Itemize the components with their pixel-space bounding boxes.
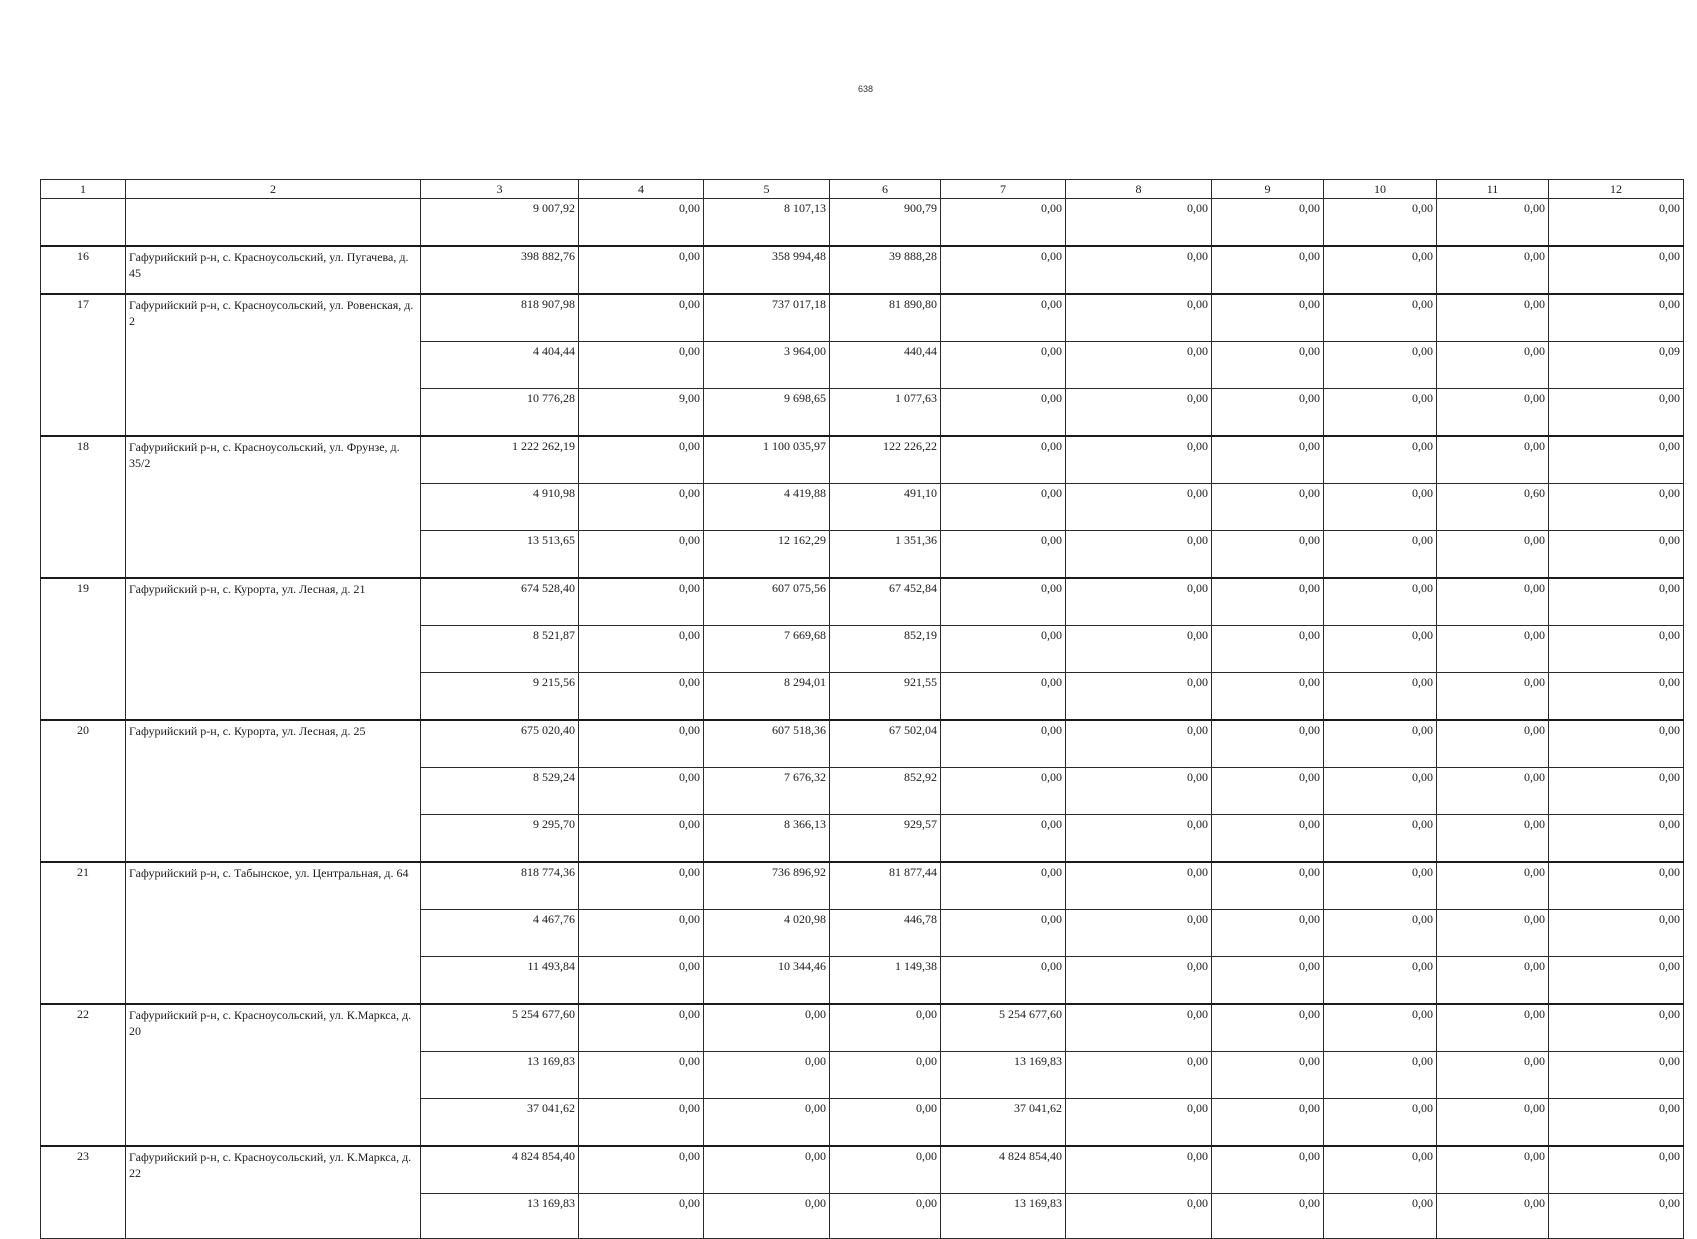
value-cell: 0,00 — [941, 199, 1066, 247]
value-cell: 0,00 — [579, 1052, 704, 1099]
value-cell: 0,00 — [1549, 1099, 1684, 1147]
value-cell: 67 502,04 — [830, 720, 941, 768]
value-cell: 0,00 — [579, 768, 704, 815]
value-cell: 0,00 — [579, 531, 704, 579]
value-cell: 1 149,38 — [830, 957, 941, 1005]
value-cell: 0,00 — [830, 1194, 941, 1239]
value-cell: 0,00 — [1212, 768, 1324, 815]
value-cell: 37 041,62 — [941, 1099, 1066, 1147]
value-cell: 0,00 — [1549, 720, 1684, 768]
value-cell: 0,00 — [941, 768, 1066, 815]
value-cell: 0,00 — [941, 246, 1066, 294]
value-cell: 607 518,36 — [704, 720, 830, 768]
address-cell: Гафурийский р-н, с. Красноусольский, ул. К.Маркса, д. 22 — [126, 1146, 421, 1239]
value-cell: 0,00 — [1437, 815, 1549, 863]
value-cell: 0,00 — [704, 1004, 830, 1052]
value-cell: 4 404,44 — [421, 342, 579, 389]
value-cell: 0,00 — [1212, 1146, 1324, 1194]
value-cell: 0,00 — [1066, 626, 1212, 673]
column-number-header: 1 — [41, 180, 126, 199]
value-cell: 0,00 — [1066, 246, 1212, 294]
table-row — [41, 1004, 1684, 1052]
page-number: 638 — [858, 84, 874, 94]
value-cell: 122 226,22 — [830, 436, 941, 484]
value-cell: 675 020,40 — [421, 720, 579, 768]
value-cell: 440,44 — [830, 342, 941, 389]
value-cell: 0,00 — [1324, 199, 1437, 247]
value-cell: 0,00 — [1324, 1004, 1437, 1052]
value-cell: 0,00 — [579, 294, 704, 342]
value-cell: 0,00 — [1549, 389, 1684, 437]
value-cell: 10 344,46 — [704, 957, 830, 1005]
value-cell: 0,00 — [1549, 531, 1684, 579]
column-number-header: 5 — [704, 180, 830, 199]
value-cell: 4 824 854,40 — [421, 1146, 579, 1194]
column-number-header: 11 — [1437, 180, 1549, 199]
value-cell: 0,00 — [1324, 578, 1437, 626]
value-cell: 81 877,44 — [830, 862, 941, 910]
value-cell: 1 100 035,97 — [704, 436, 830, 484]
value-cell: 0,00 — [1066, 768, 1212, 815]
value-cell: 0,00 — [941, 910, 1066, 957]
value-cell: 0,00 — [1437, 1146, 1549, 1194]
value-cell: 39 888,28 — [830, 246, 941, 294]
value-cell: 0,00 — [941, 673, 1066, 721]
value-cell: 0,00 — [941, 484, 1066, 531]
value-cell: 4 419,88 — [704, 484, 830, 531]
value-cell: 0,00 — [1437, 1004, 1549, 1052]
value-cell: 0,00 — [1324, 673, 1437, 721]
value-cell: 8 294,01 — [704, 673, 830, 721]
value-cell: 0,00 — [1437, 910, 1549, 957]
value-cell: 1 222 262,19 — [421, 436, 579, 484]
value-cell: 0,00 — [1212, 910, 1324, 957]
value-cell: 0,00 — [1324, 910, 1437, 957]
value-cell: 13 169,83 — [421, 1194, 579, 1239]
value-cell: 0,00 — [1212, 673, 1324, 721]
value-cell: 0,00 — [1549, 768, 1684, 815]
value-cell: 0,00 — [1437, 720, 1549, 768]
value-cell: 9 295,70 — [421, 815, 579, 863]
value-cell: 0,00 — [1324, 484, 1437, 531]
value-cell: 4 020,98 — [704, 910, 830, 957]
value-cell: 0,00 — [941, 720, 1066, 768]
value-cell: 0,00 — [579, 720, 704, 768]
value-cell: 7 676,32 — [704, 768, 830, 815]
value-cell: 0,00 — [1066, 862, 1212, 910]
value-cell: 0,00 — [1212, 1052, 1324, 1099]
column-number-header: 12 — [1549, 180, 1684, 199]
value-cell: 0,00 — [1437, 578, 1549, 626]
value-cell: 81 890,80 — [830, 294, 941, 342]
value-cell: 11 493,84 — [421, 957, 579, 1005]
value-cell: 1 077,63 — [830, 389, 941, 437]
value-cell: 0,00 — [1549, 436, 1684, 484]
value-cell: 0,00 — [579, 1004, 704, 1052]
row-number-cell: 22 — [41, 1004, 126, 1146]
value-cell: 929,57 — [830, 815, 941, 863]
value-cell: 8 521,87 — [421, 626, 579, 673]
row-number-cell: 23 — [41, 1146, 126, 1239]
value-cell: 9 215,56 — [421, 673, 579, 721]
column-number-row — [41, 180, 1684, 199]
value-cell: 0,00 — [1324, 957, 1437, 1005]
value-cell: 12 162,29 — [704, 531, 830, 579]
value-cell: 0,00 — [1549, 1004, 1684, 1052]
value-cell: 0,00 — [1212, 199, 1324, 247]
value-cell: 0,00 — [941, 815, 1066, 863]
address-cell: Гафурийский р-н, с. Красноусольский, ул. К.Маркса, д. 20 — [126, 1004, 421, 1146]
value-cell: 0,00 — [1549, 294, 1684, 342]
value-cell: 0,00 — [1212, 342, 1324, 389]
value-cell: 0,00 — [579, 246, 704, 294]
value-cell: 0,00 — [1549, 862, 1684, 910]
value-cell: 0,00 — [1437, 957, 1549, 1005]
value-cell: 818 907,98 — [421, 294, 579, 342]
value-cell: 13 169,83 — [421, 1052, 579, 1099]
value-cell: 0,00 — [1549, 957, 1684, 1005]
column-number-header: 8 — [1066, 180, 1212, 199]
value-cell: 852,92 — [830, 768, 941, 815]
column-number-header: 7 — [941, 180, 1066, 199]
value-cell: 900,79 — [830, 199, 941, 247]
value-cell: 0,00 — [1324, 342, 1437, 389]
value-cell: 0,00 — [941, 957, 1066, 1005]
value-cell: 0,00 — [941, 342, 1066, 389]
value-cell: 0,00 — [830, 1004, 941, 1052]
address-cell: Гафурийский р-н, с. Красноусольский, ул. Ровенская, д. 2 — [126, 294, 421, 436]
value-cell: 0,00 — [579, 199, 704, 247]
value-cell: 607 075,56 — [704, 578, 830, 626]
address-cell: Гафурийский р-н, с. Красноусольский, ул. Фрунзе, д. 35/2 — [126, 436, 421, 578]
value-cell: 0,00 — [1212, 720, 1324, 768]
value-cell: 0,00 — [704, 1146, 830, 1194]
value-cell: 0,00 — [579, 342, 704, 389]
value-cell: 0,00 — [1324, 246, 1437, 294]
value-cell: 0,00 — [1212, 436, 1324, 484]
value-cell: 0,00 — [579, 910, 704, 957]
value-cell: 0,00 — [1212, 531, 1324, 579]
value-cell: 0,00 — [1549, 1052, 1684, 1099]
value-cell: 5 254 677,60 — [941, 1004, 1066, 1052]
table-row — [41, 436, 1684, 484]
value-cell: 0,00 — [1324, 294, 1437, 342]
value-cell: 13 513,65 — [421, 531, 579, 579]
value-cell: 0,00 — [579, 578, 704, 626]
row-number-cell: 16 — [41, 246, 126, 294]
value-cell: 0,00 — [1212, 815, 1324, 863]
value-cell: 0,00 — [941, 626, 1066, 673]
value-cell: 1 351,36 — [830, 531, 941, 579]
value-cell: 4 910,98 — [421, 484, 579, 531]
value-cell: 0,00 — [1549, 246, 1684, 294]
value-cell: 0,00 — [1066, 815, 1212, 863]
value-cell: 0,00 — [830, 1146, 941, 1194]
value-cell: 0,00 — [1212, 957, 1324, 1005]
value-cell: 358 994,48 — [704, 246, 830, 294]
value-cell: 0,00 — [704, 1052, 830, 1099]
value-cell: 9 698,65 — [704, 389, 830, 437]
value-cell: 0,00 — [579, 673, 704, 721]
value-cell: 0,00 — [1212, 1194, 1324, 1239]
value-cell: 0,00 — [1066, 673, 1212, 721]
value-cell: 0,00 — [1324, 531, 1437, 579]
value-cell: 9,00 — [579, 389, 704, 437]
value-cell: 0,00 — [704, 1194, 830, 1239]
value-cell: 0,00 — [1066, 199, 1212, 247]
value-cell: 0,00 — [1066, 1004, 1212, 1052]
value-cell: 0,00 — [1437, 436, 1549, 484]
value-cell: 0,00 — [1549, 1146, 1684, 1194]
column-number-header: 2 — [126, 180, 421, 199]
row-number-cell: 20 — [41, 720, 126, 862]
value-cell: 0,00 — [1066, 484, 1212, 531]
value-cell: 13 169,83 — [941, 1194, 1066, 1239]
value-cell: 0,00 — [1324, 436, 1437, 484]
value-cell: 0,09 — [1549, 342, 1684, 389]
value-cell: 4 467,76 — [421, 910, 579, 957]
value-cell: 0,00 — [1324, 626, 1437, 673]
value-cell: 0,00 — [1324, 768, 1437, 815]
value-cell: 0,00 — [1212, 484, 1324, 531]
value-cell: 0,00 — [1437, 1099, 1549, 1147]
value-cell: 0,00 — [1437, 531, 1549, 579]
value-cell: 0,00 — [1066, 436, 1212, 484]
table-row — [41, 246, 1684, 294]
value-cell: 0,00 — [704, 1099, 830, 1147]
row-number-cell: 18 — [41, 436, 126, 578]
address-cell: Гафурийский р-н, с. Курорта, ул. Лесная, д. 21 — [126, 578, 421, 720]
value-cell: 8 366,13 — [704, 815, 830, 863]
value-cell: 0,00 — [1066, 342, 1212, 389]
value-cell: 0,00 — [1066, 1146, 1212, 1194]
value-cell: 0,00 — [1212, 1099, 1324, 1147]
value-cell: 4 824 854,40 — [941, 1146, 1066, 1194]
value-cell: 852,19 — [830, 626, 941, 673]
value-cell: 0,00 — [1437, 199, 1549, 247]
value-cell: 0,00 — [579, 1194, 704, 1239]
value-cell: 0,00 — [1066, 294, 1212, 342]
column-number-header: 4 — [579, 180, 704, 199]
value-cell: 13 169,83 — [941, 1052, 1066, 1099]
value-cell: 67 452,84 — [830, 578, 941, 626]
value-cell: 0,00 — [1437, 768, 1549, 815]
value-cell: 0,00 — [1212, 626, 1324, 673]
value-cell: 0,00 — [1212, 1004, 1324, 1052]
value-cell: 0,00 — [579, 484, 704, 531]
table-row — [41, 720, 1684, 768]
value-cell: 0,00 — [1324, 1052, 1437, 1099]
value-cell: 0,00 — [1437, 626, 1549, 673]
value-cell: 7 669,68 — [704, 626, 830, 673]
address-cell: Гафурийский р-н, с. Курорта, ул. Лесная, д. 25 — [126, 720, 421, 862]
value-cell: 0,00 — [1437, 673, 1549, 721]
value-cell: 0,00 — [1549, 199, 1684, 247]
table-row — [41, 862, 1684, 910]
value-cell: 0,00 — [1324, 1194, 1437, 1239]
value-cell: 0,00 — [1549, 1194, 1684, 1239]
table-body — [41, 180, 1684, 1239]
column-number-header: 6 — [830, 180, 941, 199]
value-cell: 0,00 — [1324, 720, 1437, 768]
value-cell: 0,00 — [579, 1146, 704, 1194]
value-cell: 0,00 — [1549, 626, 1684, 673]
value-cell: 0,00 — [1324, 389, 1437, 437]
value-cell: 0,00 — [941, 531, 1066, 579]
value-cell: 0,00 — [1437, 1052, 1549, 1099]
value-cell: 0,00 — [1549, 578, 1684, 626]
row-number-cell — [41, 199, 126, 247]
table-row — [41, 578, 1684, 626]
address-cell: Гафурийский р-н, с. Красноусольский, ул. Пугачева, д. 45 — [126, 246, 421, 294]
data-table — [40, 179, 1684, 1239]
value-cell: 0,00 — [941, 294, 1066, 342]
value-cell: 0,00 — [1212, 578, 1324, 626]
value-cell: 0,00 — [1437, 246, 1549, 294]
value-cell: 446,78 — [830, 910, 941, 957]
value-cell: 0,00 — [579, 957, 704, 1005]
value-cell: 0,00 — [941, 578, 1066, 626]
column-number-header: 3 — [421, 180, 579, 199]
value-cell: 0,00 — [1066, 1052, 1212, 1099]
value-cell: 0,00 — [1437, 342, 1549, 389]
value-cell: 0,00 — [579, 1099, 704, 1147]
column-number-header: 9 — [1212, 180, 1324, 199]
value-cell: 8 107,13 — [704, 199, 830, 247]
value-cell: 0,00 — [579, 436, 704, 484]
value-cell: 0,00 — [1324, 1099, 1437, 1147]
value-cell: 0,00 — [579, 626, 704, 673]
value-cell: 0,00 — [1324, 1146, 1437, 1194]
value-cell: 0,00 — [1066, 1194, 1212, 1239]
value-cell: 0,00 — [1212, 246, 1324, 294]
value-cell: 0,00 — [830, 1052, 941, 1099]
value-cell: 0,00 — [579, 862, 704, 910]
value-cell: 0,00 — [1066, 720, 1212, 768]
value-cell: 0,00 — [1212, 389, 1324, 437]
column-number-header: 10 — [1324, 180, 1437, 199]
value-cell: 674 528,40 — [421, 578, 579, 626]
value-cell: 0,00 — [1549, 815, 1684, 863]
value-cell: 0,00 — [1437, 862, 1549, 910]
value-cell: 0,00 — [1549, 673, 1684, 721]
row-number-cell: 19 — [41, 578, 126, 720]
row-number-cell: 21 — [41, 862, 126, 1004]
value-cell: 491,10 — [830, 484, 941, 531]
address-cell — [126, 199, 421, 247]
value-cell: 921,55 — [830, 673, 941, 721]
table-row — [41, 294, 1684, 342]
value-cell: 736 896,92 — [704, 862, 830, 910]
value-cell: 0,60 — [1437, 484, 1549, 531]
value-cell: 0,00 — [830, 1099, 941, 1147]
value-cell: 0,00 — [1549, 910, 1684, 957]
value-cell: 0,00 — [1066, 910, 1212, 957]
value-cell: 0,00 — [1437, 389, 1549, 437]
value-cell: 398 882,76 — [421, 246, 579, 294]
value-cell: 0,00 — [941, 862, 1066, 910]
value-cell: 0,00 — [1324, 815, 1437, 863]
value-cell: 0,00 — [941, 389, 1066, 437]
value-cell: 0,00 — [1066, 578, 1212, 626]
value-cell: 0,00 — [1549, 484, 1684, 531]
value-cell: 0,00 — [941, 436, 1066, 484]
value-cell: 10 776,28 — [421, 389, 579, 437]
value-cell: 0,00 — [1066, 389, 1212, 437]
row-number-cell: 17 — [41, 294, 126, 436]
value-cell: 0,00 — [1066, 531, 1212, 579]
value-cell: 737 017,18 — [704, 294, 830, 342]
value-cell: 0,00 — [1324, 862, 1437, 910]
value-cell: 0,00 — [1212, 294, 1324, 342]
value-cell: 0,00 — [1437, 294, 1549, 342]
table-row — [41, 199, 1684, 247]
value-cell: 3 964,00 — [704, 342, 830, 389]
value-cell: 8 529,24 — [421, 768, 579, 815]
table-row — [41, 1146, 1684, 1194]
value-cell: 37 041,62 — [421, 1099, 579, 1147]
value-cell: 818 774,36 — [421, 862, 579, 910]
value-cell: 0,00 — [1437, 1194, 1549, 1239]
value-cell: 5 254 677,60 — [421, 1004, 579, 1052]
address-cell: Гафурийский р-н, с. Табынское, ул. Центральная, д. 64 — [126, 862, 421, 1004]
value-cell: 0,00 — [579, 815, 704, 863]
value-cell: 9 007,92 — [421, 199, 579, 247]
value-cell: 0,00 — [1066, 957, 1212, 1005]
value-cell: 0,00 — [1212, 862, 1324, 910]
value-cell: 0,00 — [1066, 1099, 1212, 1147]
